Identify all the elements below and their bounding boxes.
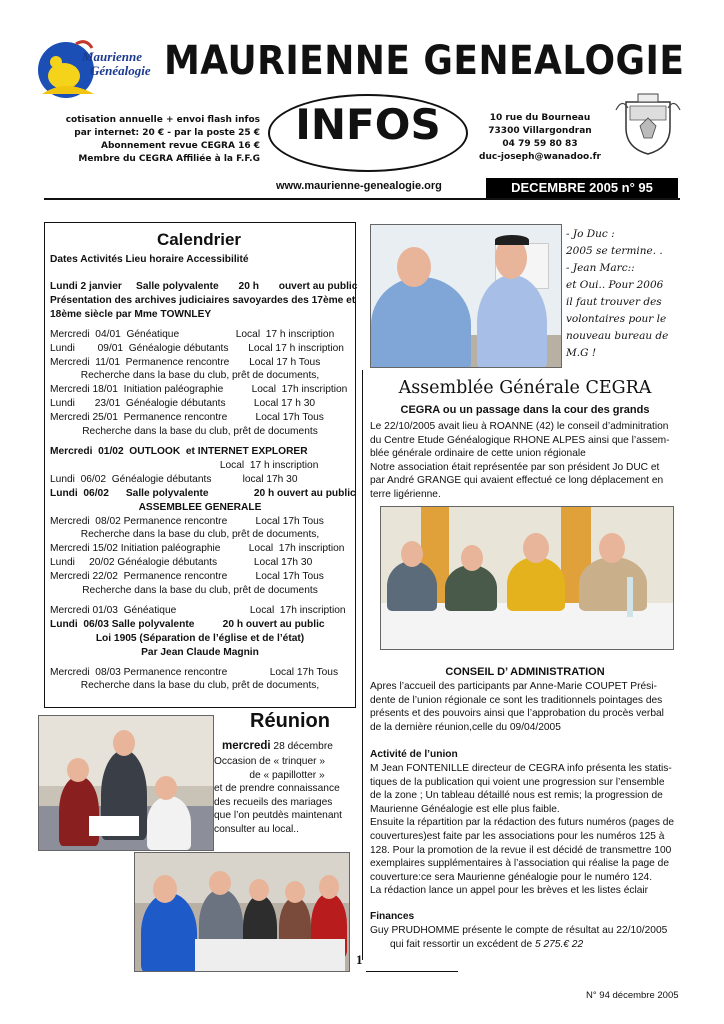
calendar-line: Lundi 06/02 Salle polyvalente 20 h ouvert au public bbox=[50, 487, 356, 499]
calendar-line: Local 17 h inscription bbox=[50, 459, 319, 471]
calendar-line: Loi 1905 (Séparation de l’église et de l’état) bbox=[95, 632, 305, 644]
logo-text bbox=[82, 50, 151, 78]
address-line: 10 rue du Bourneau bbox=[489, 113, 591, 123]
photo-jo-duc-jean-marc bbox=[370, 224, 562, 368]
quote-line: il faut trouver des bbox=[566, 296, 662, 308]
calendar-line: Lundi 23/01 Généalogie débutants Local 17 h 30 bbox=[50, 398, 316, 410]
calendar-line: Mercredi 25/01 Permanence rencontre Local 17h Tous bbox=[50, 412, 324, 424]
reunion-date-text: 28 décembre bbox=[270, 741, 333, 752]
reunion-line: Occasion de « trinquer » bbox=[214, 756, 325, 767]
quote-line: - Jo Duc : bbox=[566, 228, 615, 240]
reunion-title: Réunion bbox=[250, 710, 330, 732]
calendar-line: 18ème siècle par Mme TOWNLEY bbox=[50, 308, 212, 320]
quote-line: M.G ! bbox=[566, 347, 597, 359]
reunion-text bbox=[214, 755, 360, 837]
activite-line: Ensuite la répartition par la rédaction des futurs numéros (pages de bbox=[370, 817, 675, 829]
footer-line bbox=[366, 971, 458, 972]
cotisation-line: cotisation annuelle + envoi flash infos bbox=[65, 115, 260, 125]
calendar-line: Présentation des archives judiciaires savoyardes des 17ème et bbox=[50, 294, 356, 306]
conseil-line: présents et des pouvoirs ainsi que l’approbation du procès verbal bbox=[370, 708, 664, 720]
conseil-line: de la dernière réunion,celle du 09/04/2005 bbox=[370, 721, 561, 733]
activite-title: Activité de l’union bbox=[370, 749, 458, 760]
cotisation-line: Abonnement revue CEGRA 16 € bbox=[101, 141, 260, 151]
calendar-line: Lundi 2 janvier Salle polyvalente 20 h ouvert au public bbox=[50, 281, 358, 292]
calendar-line: Lundi 20/02 Généalogie débutants Local 17h 30 bbox=[50, 557, 313, 569]
finances-text bbox=[370, 924, 686, 951]
calendar-line: Recherche dans la base du club, prêt de documents, bbox=[80, 529, 320, 541]
coat-of-arms-icon bbox=[612, 90, 684, 158]
page-number: 1 bbox=[356, 952, 363, 967]
reunion-line: de « papillotter » bbox=[249, 769, 325, 781]
header-divider bbox=[44, 198, 680, 200]
calendar-line: Mercredi 08/03 Permanence rencontre Local 17h Tous bbox=[50, 666, 339, 678]
address-line: 73300 Villargondran bbox=[488, 126, 592, 136]
activite-line: La rédaction lance un appel pour les brèves et les listes éclair bbox=[370, 885, 649, 897]
quote-line: - Jean Marc:: bbox=[566, 262, 635, 274]
activite-line: couvertures)est faite par les associations pour les numéros 125 à bbox=[370, 830, 665, 842]
ag-line: Le 22/10/2005 avait lieu à ROANNE (42) le conseil d’adminitration bbox=[370, 421, 669, 432]
calendar-line: Mercredi 15/02 Initiation paléographie Local 17h inscription bbox=[50, 543, 345, 555]
calendar-line: Mercredi 11/01 Permanence rencontre Local 17 h Tous bbox=[50, 356, 321, 368]
calendar-title: Calendrier bbox=[156, 230, 242, 249]
finances-line bbox=[370, 938, 686, 952]
calendar-line: Recherche dans la base du club, prêt de documents, bbox=[80, 370, 320, 382]
activite-line: 128. Pour la promotion de la revue il est décidé de transmettre 100 bbox=[370, 844, 672, 856]
ag-line: Notre association était représentée par son président Jo DUC et bbox=[370, 461, 660, 473]
calendar-line: Mercredi 22/02 Permanence rencontre Local 17h Tous bbox=[50, 571, 324, 583]
cotisation-info bbox=[38, 114, 260, 166]
calendar-line: Mercredi 01/03 Généatique Local 17h inscription bbox=[50, 604, 346, 616]
column-divider bbox=[362, 370, 363, 960]
page-title: MAURIENNE GENEALOGIE bbox=[164, 38, 685, 84]
finances-title: Finances bbox=[370, 911, 415, 922]
email-link[interactable]: duc-joseph@wanadoo.fr bbox=[479, 152, 601, 162]
calendar-list bbox=[50, 280, 358, 693]
cotisation-line: Membre du CEGRA Affiliée à la F.F.G bbox=[78, 154, 260, 164]
reunion-line: et de prendre connaissance bbox=[214, 783, 340, 795]
logo-text-line1: Maurienne bbox=[82, 49, 142, 64]
activite-line: M Jean FONTENILLE directeur de CEGRA info présenta les statis- bbox=[370, 763, 672, 774]
conseil-line: dente de l’union régionale ce sont les traditionnels pointages des bbox=[370, 694, 663, 706]
activite-line: de la zone ; Un tableau détaillé nous est remis; la progression de bbox=[370, 790, 663, 802]
calendar-line: ASSEMBLEE GENERALE bbox=[138, 501, 262, 513]
ag-subtitle: CEGRA ou un passage dans la cour des grands bbox=[400, 404, 650, 416]
finances-line: Guy PRUDHOMME présente le compte de résultat au 22/10/2005 bbox=[370, 925, 668, 936]
ag-text bbox=[370, 420, 686, 502]
activite-line: couverture:ce sera Maurienne généalogie pour le numéro 124. bbox=[370, 871, 653, 883]
address-block bbox=[476, 112, 604, 164]
activite-text bbox=[370, 762, 686, 898]
calendar-line: Mercredi 18/01 Initiation paléographie Local 17h inscription bbox=[50, 384, 348, 396]
reunion-line: consulter au local.. bbox=[214, 823, 299, 835]
issue-date-badge: DECEMBRE 2005 n° 95 bbox=[486, 178, 678, 198]
infos-label: INFOS bbox=[295, 100, 441, 149]
calendar-line: Lundi 06/02 Généalogie débutants local 17h 30 bbox=[50, 473, 298, 485]
calendar-line: Mercredi 04/01 Généatique Local 17 h inscription bbox=[50, 328, 335, 340]
reunion-date bbox=[222, 740, 362, 754]
activite-line: exemplaires supplémentaires à l’association qui réalise la page de bbox=[370, 858, 670, 870]
quote-line: volontaires pour le bbox=[566, 313, 667, 325]
reunion-line: des recueils des mariages bbox=[214, 796, 333, 808]
phone-number: 04 79 59 80 83 bbox=[502, 139, 578, 149]
finances-line-text: qui fait ressortir un excédent de bbox=[390, 938, 535, 950]
ag-photo bbox=[380, 506, 674, 650]
calendar-line: Lundi 06/03 Salle polyvalente 20 h ouvert au public bbox=[50, 618, 325, 630]
ag-line: terre ligérienne. bbox=[370, 488, 441, 500]
calendar-line: Recherche dans la base du club, prêt de documents bbox=[82, 426, 318, 438]
activite-line: Maurienne Généalogie est elle plus faible. bbox=[370, 803, 560, 815]
activite-line: tiques de la publication qui voient une progression sur l’ensemble bbox=[370, 776, 665, 788]
calendar-line: Recherche dans la base du club, prêt de documents bbox=[82, 585, 318, 597]
calendar-line: Par Jean Claude Magnin bbox=[141, 646, 259, 658]
calendar-line: Lundi 09/01 Généalogie débutants Local 17 h inscription bbox=[50, 342, 344, 354]
ag-line: du Centre Etude Généalogique RHONE ALPES ainsi que l’assem- bbox=[370, 434, 670, 446]
cotisation-line: par internet: 20 € - par la poste 25 € bbox=[74, 128, 260, 138]
quote-line: 2005 se termine. . bbox=[566, 245, 663, 257]
conseil-text bbox=[370, 680, 686, 734]
finances-amount: 5 275.€ 22 bbox=[534, 938, 584, 950]
calendar-columns: Dates Activités Lieu horaire Accessibilité bbox=[50, 254, 249, 265]
footer-note: N° 94 décembre 2005 bbox=[586, 990, 679, 1001]
reunion-photo-1 bbox=[38, 715, 214, 851]
conseil-line: Apres l’accueil des participants par Anne-Marie COUPET Prési- bbox=[370, 681, 657, 692]
calendar-line: Mercredi 08/02 Permanence rencontre Local 17h Tous bbox=[50, 515, 324, 527]
calendar-line: Mercredi 01/02 OUTLOOK et INTERNET EXPLORER bbox=[50, 445, 308, 457]
quote-line: nouveau bureau de bbox=[566, 330, 669, 342]
speech-quote bbox=[566, 226, 696, 362]
logo-text-line2: Généalogie bbox=[90, 63, 151, 78]
website-link[interactable]: www.maurienne-genealogie.org bbox=[276, 180, 442, 192]
reunion-line: que l’on peutdès maintenant bbox=[214, 810, 343, 822]
reunion-photo-2 bbox=[134, 852, 350, 972]
reunion-day: mercredi bbox=[222, 740, 271, 752]
conseil-title: CONSEIL D’ ADMINISTRATION bbox=[445, 666, 605, 678]
ag-line: par André GRANGE qui avaient effectué ce long déplacement en bbox=[370, 475, 664, 487]
ag-line: blée générale ordinaire de cette union régionale bbox=[370, 448, 586, 460]
ag-title: Assemblée Générale CEGRA bbox=[398, 378, 652, 398]
calendar-line: Recherche dans la base du club, prêt de documents, bbox=[80, 680, 320, 692]
quote-line: et Oui.. Pour 2006 bbox=[566, 279, 664, 291]
